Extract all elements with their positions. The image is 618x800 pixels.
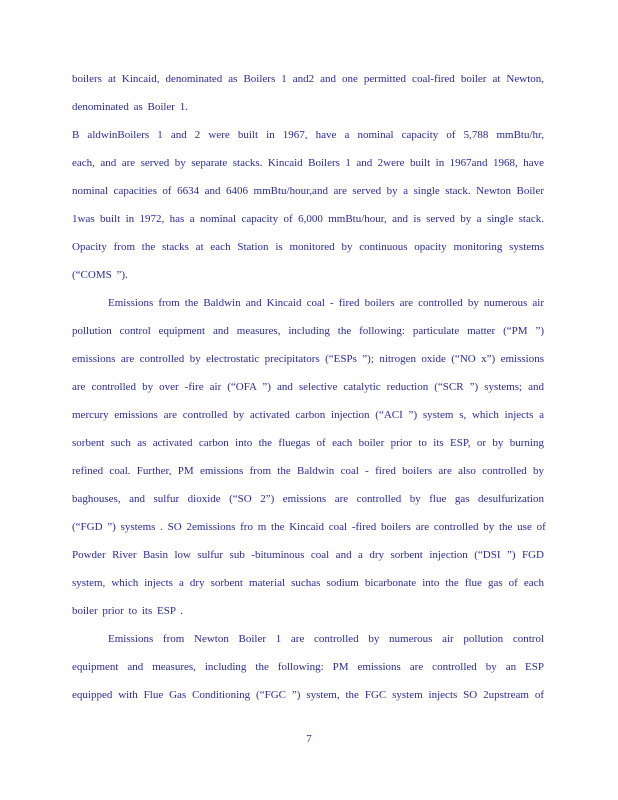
text-line-3: B aldwinBoilers 1 and 2 were built in 1967, have a nominal capacity of 5,788 mmBtu/hr, [72,129,544,141]
text-line-2: denominated as Boiler 1. [72,101,188,113]
text-line-15: refined coal. Further, PM emissions from the Baldwin coal - fired boilers are also controlled by [72,465,544,477]
page-number: 7 [306,733,312,745]
text-line-9: Emissions from the Baldwin and Kincaid coal - fired boilers are controlled by numerous air [108,297,544,309]
text-line-18: Powder River Basin low sulfur sub -bituminous coal and a dry sorbent injection (“DSI ”) FGD [72,549,544,561]
text-line-10: pollution control equipment and measures, including the following: particulate matter (“PM ”) [72,325,544,337]
text-line-5: nominal capacities of 6634 and 6406 mmBtu/hour,and are served by a single stack. Newton Boiler [72,185,544,197]
text-line-6: 1was built in 1972, has a nominal capacity of 6,000 mmBtu/hour, and is served by a single stack. [72,213,544,225]
text-line-14: sorbent such as activated carbon into the fluegas of each boiler prior to its ESP, or by burning [72,437,544,449]
text-line-19: system, which injects a dry sorbent material suchas sodium bicarbonate into the flue gas of each [72,577,544,589]
text-line-17: (“FGD ”) systems . SO 2emissions fro m the Kincaid coal -fired boilers are controlled by the use of [72,521,546,533]
text-line-16: baghouses, and sulfur dioxide (“SO 2”) emissions are controlled by flue gas desulfurization [72,493,544,505]
text-line-11: emissions are controlled by electrostatic precipitators (“ESPs ”); nitrogen oxide (“NO x”) emissions [72,353,544,365]
text-line-4: each, and are served by separate stacks. Kincaid Boilers 1 and 2were built in 1967and 1968, have [72,157,544,169]
text-line-21: Emissions from Newton Boiler 1 are controlled by numerous air pollution control [108,633,544,645]
text-line-23: equipped with Flue Gas Conditioning (“FGC ”) system, the FGC system injects SO 2upstream of [72,689,544,701]
text-line-12: are controlled by over -fire air (“OFA ”) and selective catalytic reduction (“SCR ”) systems; and [72,381,544,393]
text-line-8: (“COMS ”). [72,269,128,281]
text-line-13: mercury emissions are controlled by activated carbon injection (“ACI ”) system s, which injects a [72,409,544,421]
text-line-1: boilers at Kincaid, denominated as Boilers 1 and2 and one permitted coal-fired boiler at Newton, [72,73,544,85]
text-line-22: equipment and measures, including the following: PM emissions are controlled by an ESP [72,661,544,673]
text-line-20: boiler prior to its ESP . [72,605,184,617]
text-line-7: Opacity from the stacks at each Station is monitored by continuous opacity monitoring systems [72,241,544,253]
